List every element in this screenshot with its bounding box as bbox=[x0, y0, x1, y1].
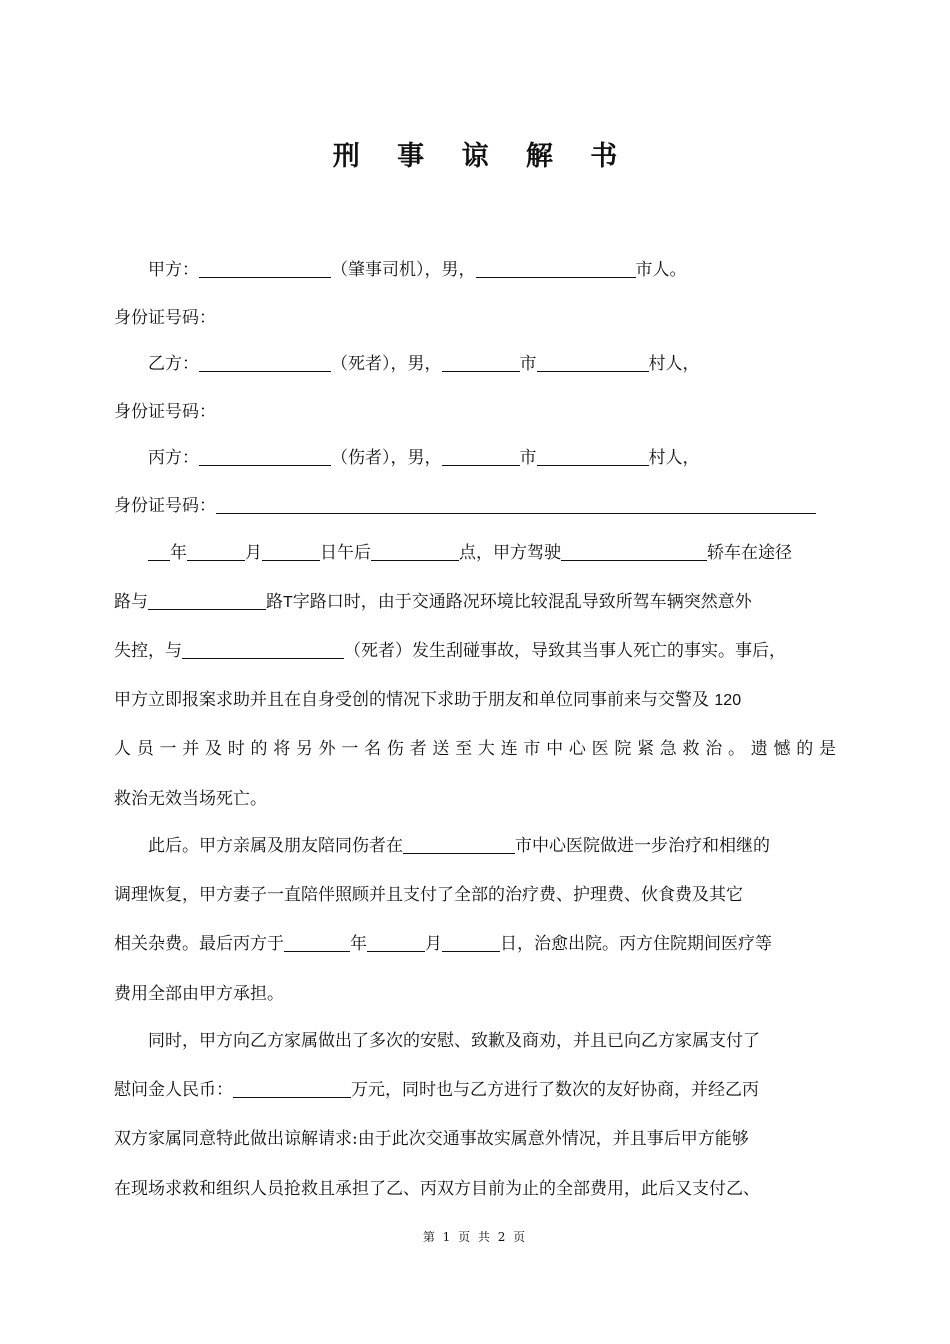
party-c-village-blank bbox=[537, 447, 649, 466]
party-a-id-line: 身份证号码： bbox=[114, 308, 216, 328]
p2-line-1: 此后。甲方亲属及朋友陪同伤者在 市中心医院做进一步治疗和相继的 bbox=[148, 836, 770, 856]
party-c-name-blank bbox=[199, 447, 331, 466]
party-b-village-blank bbox=[537, 353, 649, 372]
p3-line-3: 双方家属同意特此做出谅解请求:由于此次交通事故实属意外情况，并且事后甲方能够 bbox=[114, 1129, 749, 1149]
p2-line-2: 调理恢复，甲方妻子一直陪伴照顾并且支付了全部的治疗费、护理费、伙食费及其它 bbox=[114, 885, 743, 905]
p1-line-1: 年 月 日午后 点，甲方驾驶 轿车在途径 bbox=[148, 541, 792, 565]
party-b-city-blank bbox=[442, 353, 520, 372]
p1-line-3: 失控，与 （死者）发生刮碰事故，导致其当事人死亡的事实。事后， bbox=[114, 641, 786, 661]
p2-line-4: 费用全部由甲方承担。 bbox=[114, 984, 284, 1004]
p1-line-5: 人员一并及时的将另外一名伤者送至大连市中心医院紧急救治。遗憾的是 bbox=[114, 739, 836, 759]
document-title: 刑 事 谅 解 书 bbox=[332, 141, 632, 172]
party-b-name-blank bbox=[199, 353, 331, 372]
p3-line-4: 在现场求救和组织人员抢救且承担了乙、丙双方目前为止的全部费用，此后又支付乙、 bbox=[114, 1179, 760, 1199]
party-a-line: 甲方： （肇事司机），男， 市人。 bbox=[148, 260, 687, 280]
party-b-line: 乙方： （死者），男， 市 村人， bbox=[148, 354, 700, 374]
p1-line-6: 救治无效当场死亡。 bbox=[114, 789, 267, 809]
p3-line-1: 同时，甲方向乙方家属做出了多次的安慰、致歉及商劝，并且已向乙方家属支付了 bbox=[148, 1031, 760, 1051]
party-a-name-blank bbox=[199, 259, 331, 278]
party-c-id-line: 身份证号码： bbox=[114, 494, 816, 518]
party-b-id-line: 身份证号码： bbox=[114, 402, 216, 422]
party-c-city-blank bbox=[442, 447, 520, 466]
p1-line-2: 路与 路T字路口时，由于交通路况环境比较混乱导致所驾车辆突然意外 bbox=[114, 592, 752, 612]
p2-line-3: 相关杂费。最后丙方于 年 月 日，治愈出院。丙方住院期间医疗等 bbox=[114, 934, 772, 954]
party-c-line: 丙方： （伤者），男， 市 村人， bbox=[148, 448, 700, 468]
party-c-id-blank bbox=[216, 495, 816, 514]
party-a-city-blank bbox=[476, 259, 636, 278]
p3-line-2: 慰问金人民币： 万元，同时也与乙方进行了数次的友好协商，并经乙丙 bbox=[114, 1080, 759, 1100]
p1-line-4: 甲方立即报案求助并且在自身受创的情况下求助于朋友和单位同事前来与交警及 120 bbox=[114, 690, 742, 710]
page-footer: 第 1 页 共 2 页 bbox=[422, 1230, 528, 1244]
